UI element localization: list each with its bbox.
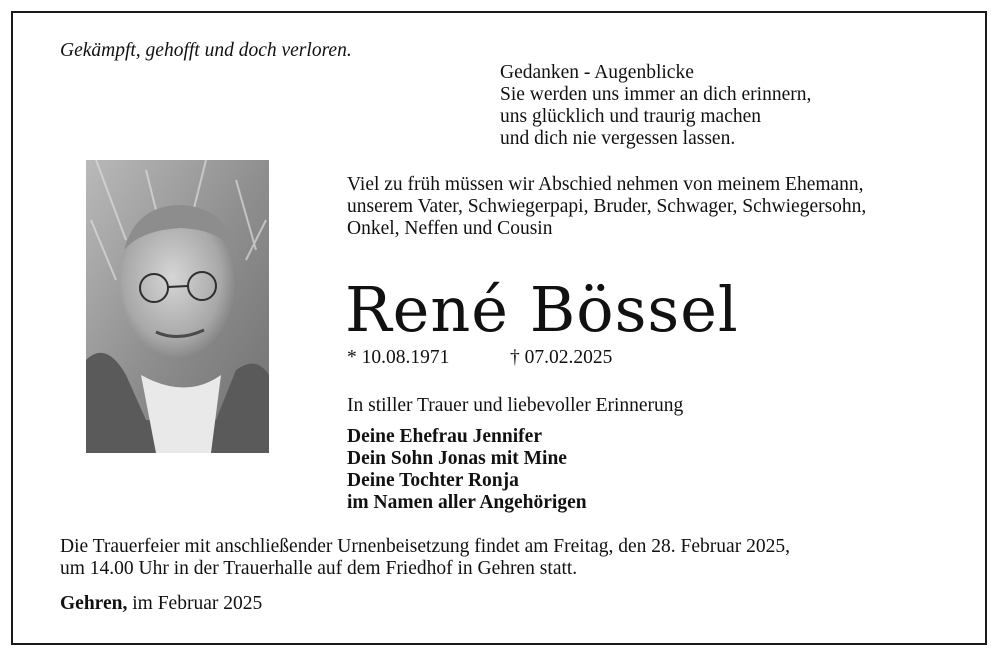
poem-line: und dich nie vergessen lassen. xyxy=(500,128,736,149)
poem-line: Sie werden uns immer an dich erinnern, xyxy=(500,84,812,105)
mourner: im Namen aller Angehörigen xyxy=(347,492,587,513)
place-and-date xyxy=(60,593,262,615)
service-line: Die Trauerfeier mit anschließender Urnenbeisetzung findet am Freitag, den 28. Februar 2025, xyxy=(60,536,790,557)
poem-line: Gedanken - Augenblicke xyxy=(500,62,694,83)
place-town: Gehren, xyxy=(60,593,128,614)
deceased-name: René Bössel xyxy=(345,273,739,346)
mourners-list xyxy=(347,426,587,514)
funeral-service-info xyxy=(60,536,790,580)
service-line: um 14.00 Uhr in der Trauerhalle auf dem Friedhof in Gehren statt. xyxy=(60,558,578,579)
farewell-line: Viel zu früh müssen wir Abschied nehmen von meinem Ehemann, xyxy=(347,174,864,195)
farewell-text xyxy=(347,174,866,240)
mourner: Deine Tochter Ronja xyxy=(347,470,519,491)
motto: Gekämpft, gehofft und doch verloren. xyxy=(60,40,352,61)
grief-line: In stiller Trauer und liebevoller Erinnerung xyxy=(347,395,684,416)
farewell-line: unserem Vater, Schwiegerpapi, Bruder, Schwager, Schwiegersohn, xyxy=(347,196,867,217)
poem xyxy=(500,62,811,150)
place-date: im Februar 2025 xyxy=(127,593,263,614)
mourner: Deine Ehefrau Jennifer xyxy=(347,426,542,447)
death-date: † 07.02.2025 xyxy=(510,347,613,368)
portrait-photo xyxy=(86,160,269,453)
birth-date: * 10.08.1971 xyxy=(347,347,450,368)
poem-line: uns glücklich und traurig machen xyxy=(500,106,762,127)
mourner: Dein Sohn Jonas mit Mine xyxy=(347,448,567,469)
farewell-line: Onkel, Neffen und Cousin xyxy=(347,218,553,239)
